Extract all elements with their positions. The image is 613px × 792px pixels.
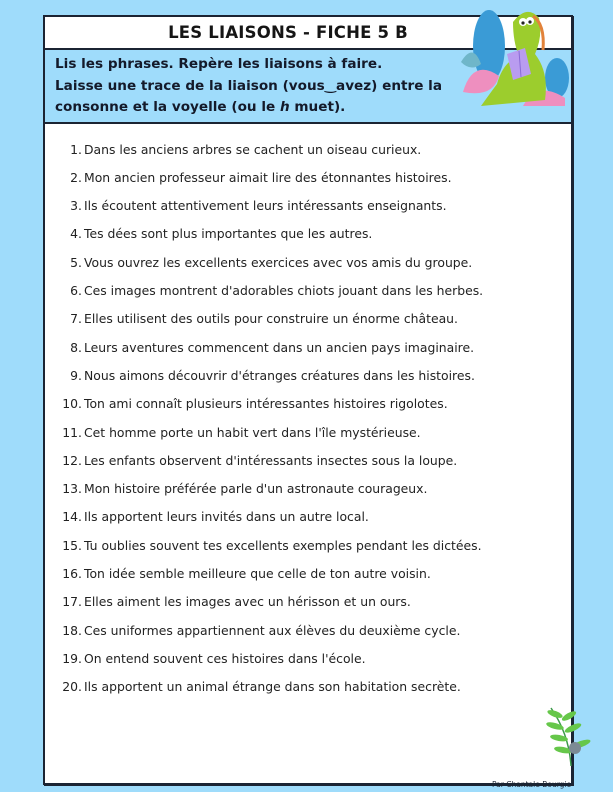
sentence-item xyxy=(45,479,427,499)
sentence-item xyxy=(45,365,475,385)
sentence-text: Ils écoutent attentivement leurs intéressants enseignants. xyxy=(84,198,447,214)
sentence-text: Tes dées sont plus importantes que les autres. xyxy=(84,226,373,242)
instruction-italic-h: h xyxy=(279,99,290,115)
sentence-item xyxy=(45,337,474,357)
sentence-item xyxy=(45,394,448,414)
sentence-item xyxy=(45,196,447,216)
sentence-text: Ton ami connaît plusieurs intéressantes histoires rigolotes. xyxy=(84,396,448,412)
instruction-text: muet). xyxy=(289,99,346,115)
sentence-number: 12. xyxy=(62,452,82,468)
sentence-number: 10. xyxy=(62,396,82,412)
sentence-item xyxy=(45,677,461,697)
liaison-tie-mark: ‿ xyxy=(324,77,337,94)
sentence-text: Ils apportent leurs invités dans un autre local. xyxy=(84,509,369,525)
sentence-text: Les enfants observent d'intéressants insectes sous la loupe. xyxy=(84,452,458,468)
sentence-text: Vous ouvrez les excellents exercices avec vos amis du groupe. xyxy=(84,254,473,270)
sentence-number: 17. xyxy=(62,594,82,610)
sentence-number: 13. xyxy=(62,481,82,497)
sentence-item xyxy=(45,224,372,244)
instruction-line-1: Lis les phrases. Repère les liaisons à faire. xyxy=(55,56,383,72)
sentence-text: Ces uniformes appartiennent aux élèves du deuxième cycle. xyxy=(84,622,461,638)
sentence-text: Ton idée semble meilleure que celle de ton autre voisin. xyxy=(84,566,431,581)
sentence-text: Nous aimons découvrir d'étranges créatures dans les histoires. xyxy=(84,367,475,383)
sentence-item xyxy=(45,564,431,584)
fern-plant-icon xyxy=(541,704,593,768)
sentence-text: Tu oublies souvent tes excellents exemples pendant les dictées. xyxy=(84,537,482,553)
worksheet-title: LES LIAISONS - FICHE 5 B xyxy=(168,23,408,42)
sentence-number: 1. xyxy=(70,141,82,157)
sentence-text: Mon histoire préférée parle d'un astronaute courageux. xyxy=(84,481,428,497)
sentence-text: Mon ancien professeur aimait lire des étonnantes histoires. xyxy=(84,169,452,185)
sentence-text: Ils apportent un animal étrange dans son habitation secrète. xyxy=(84,679,461,695)
sentence-text: Cet homme porte un habit vert dans l'île mystérieuse. xyxy=(84,424,421,440)
sentence-item xyxy=(45,252,472,272)
sentence-number: 14. xyxy=(62,509,82,525)
sentence-item xyxy=(45,507,369,527)
author-credit: Par Chantale Bourgie xyxy=(492,780,572,789)
sentence-item xyxy=(45,167,452,187)
sentence-number: 9. xyxy=(70,367,82,383)
sentence-item xyxy=(45,281,483,301)
sentence-number: 18. xyxy=(62,622,82,638)
sentence-number: 8. xyxy=(70,339,82,355)
sentence-number: 3. xyxy=(70,198,82,214)
sentence-text: Elles utilisent des outils pour construire un énorme château. xyxy=(84,311,458,327)
sentence-item xyxy=(45,450,457,470)
sentence-item xyxy=(45,648,366,668)
sentence-text: On entend souvent ces histoires dans l'école. xyxy=(84,650,366,666)
sentence-number: 5. xyxy=(70,254,82,270)
instruction-text: consonne et la voyelle (ou le xyxy=(55,99,280,115)
sentence-number: 15. xyxy=(62,537,82,553)
sentence-number: 19. xyxy=(62,650,82,666)
sentence-text: Ces images montrent d'adorables chiots jouant dans les herbes. xyxy=(84,283,484,298)
sentence-item xyxy=(45,139,421,159)
sentence-number: 4. xyxy=(70,226,82,242)
sentence-text: Dans les anciens arbres se cachent un oiseau curieux. xyxy=(84,141,422,157)
sentence-item xyxy=(45,620,460,640)
sentence-number: 16. xyxy=(62,566,82,581)
worksheet xyxy=(43,15,573,785)
sentence-number: 2. xyxy=(70,169,82,185)
sentence-number: 7. xyxy=(70,311,82,327)
sentence-item xyxy=(45,422,421,442)
sentence-item xyxy=(45,535,482,555)
instruction-text: avez) entre la xyxy=(336,77,443,94)
sentence-item xyxy=(45,309,458,329)
sentence-text: Leurs aventures commencent dans un ancien pays imaginaire. xyxy=(84,339,475,355)
instruction-text: Laisse une trace de la liaison (vous xyxy=(55,77,325,94)
sentence-number: 11. xyxy=(62,424,82,440)
dinosaur-reading-book-icon xyxy=(453,2,573,110)
sentence-number: 6. xyxy=(70,283,82,298)
sentence-text: Elles aiment les images avec un hérisson et un ours. xyxy=(84,594,411,610)
sentence-item xyxy=(45,592,411,612)
sentence-number: 20. xyxy=(62,679,82,695)
